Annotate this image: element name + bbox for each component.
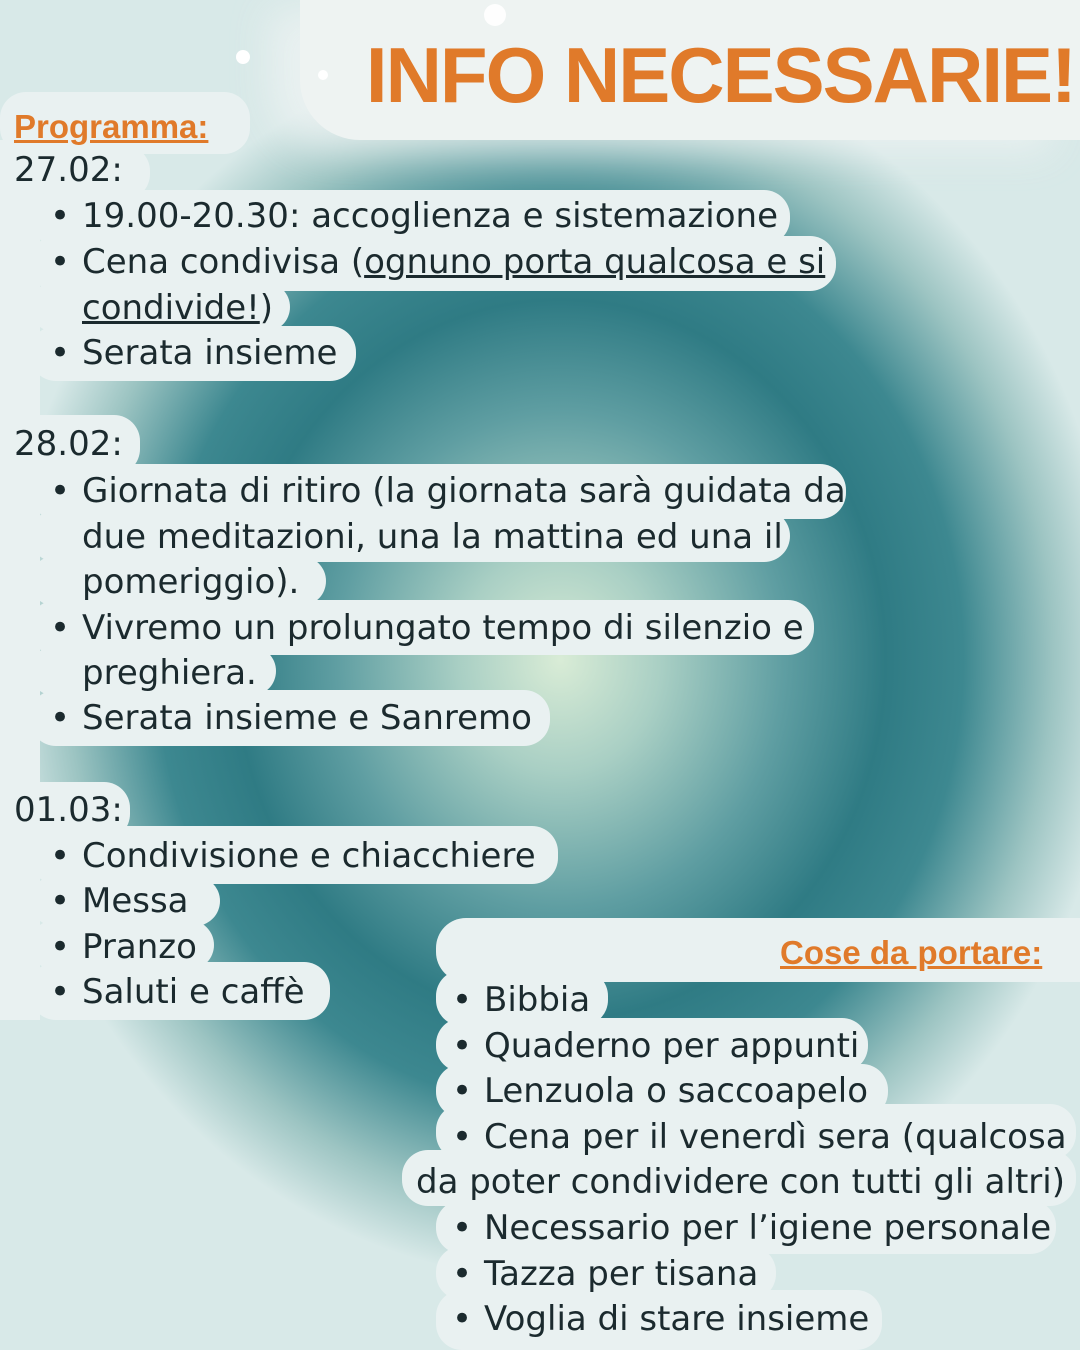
list-item: • Necessario per l’igiene personale [484,1208,1051,1248]
underlined-text: condivide! [82,288,260,328]
list-item: • Cena per il venerdì sera (qualcosa [484,1117,1067,1157]
list-item: • Giornata di ritiro (la giornata sarà guidata da [82,471,846,511]
decorative-dot [318,70,328,80]
date-label: 28.02: [14,424,123,464]
list-item: • Saluti e caffè [82,972,305,1012]
list-item-continued: condivide!) [82,288,274,328]
list-item: • Serata insieme e Sanremo [82,698,532,738]
list-item-continued: preghiera. [82,653,257,693]
list-item-continued: pomeriggio). [82,562,300,602]
underlined-text: ognuno porta qualcosa e si [364,242,826,282]
list-item: • Quaderno per appunti [484,1026,859,1066]
date-label: 27.02: [14,150,123,190]
list-item: • 19.00-20.30: accoglienza e sistemazione [82,196,778,236]
decorative-dot [484,4,506,26]
list-item-continued: due meditazioni, una la mattina ed una il [82,517,783,557]
list-item: • Pranzo [82,927,197,967]
programma-heading: Programma: [14,108,209,145]
list-item-continued: da poter condividere con tutti gli altri) [416,1162,1065,1202]
list-item: • Messa [82,881,189,921]
date-label: 01.03: [14,790,123,830]
list-item: • Vivremo un prolungato tempo di silenzio e [82,608,804,648]
cose-heading: Cose da portare: [780,934,1043,971]
list-item: • Cena condivisa (ognuno porta qualcosa e si [82,242,825,282]
list-item: • Bibbia [484,980,590,1020]
list-item: • Condivisione e chiacchiere [82,836,536,876]
page-title: INFO NECESSARIE! [365,31,1075,119]
list-item: • Tazza per tisana [484,1254,758,1294]
list-item: • Serata insieme [82,333,337,373]
list-item: • Lenzuola o saccoapelo [484,1071,868,1111]
decorative-dot [236,50,250,64]
list-item: • Voglia di stare insieme [484,1299,869,1339]
